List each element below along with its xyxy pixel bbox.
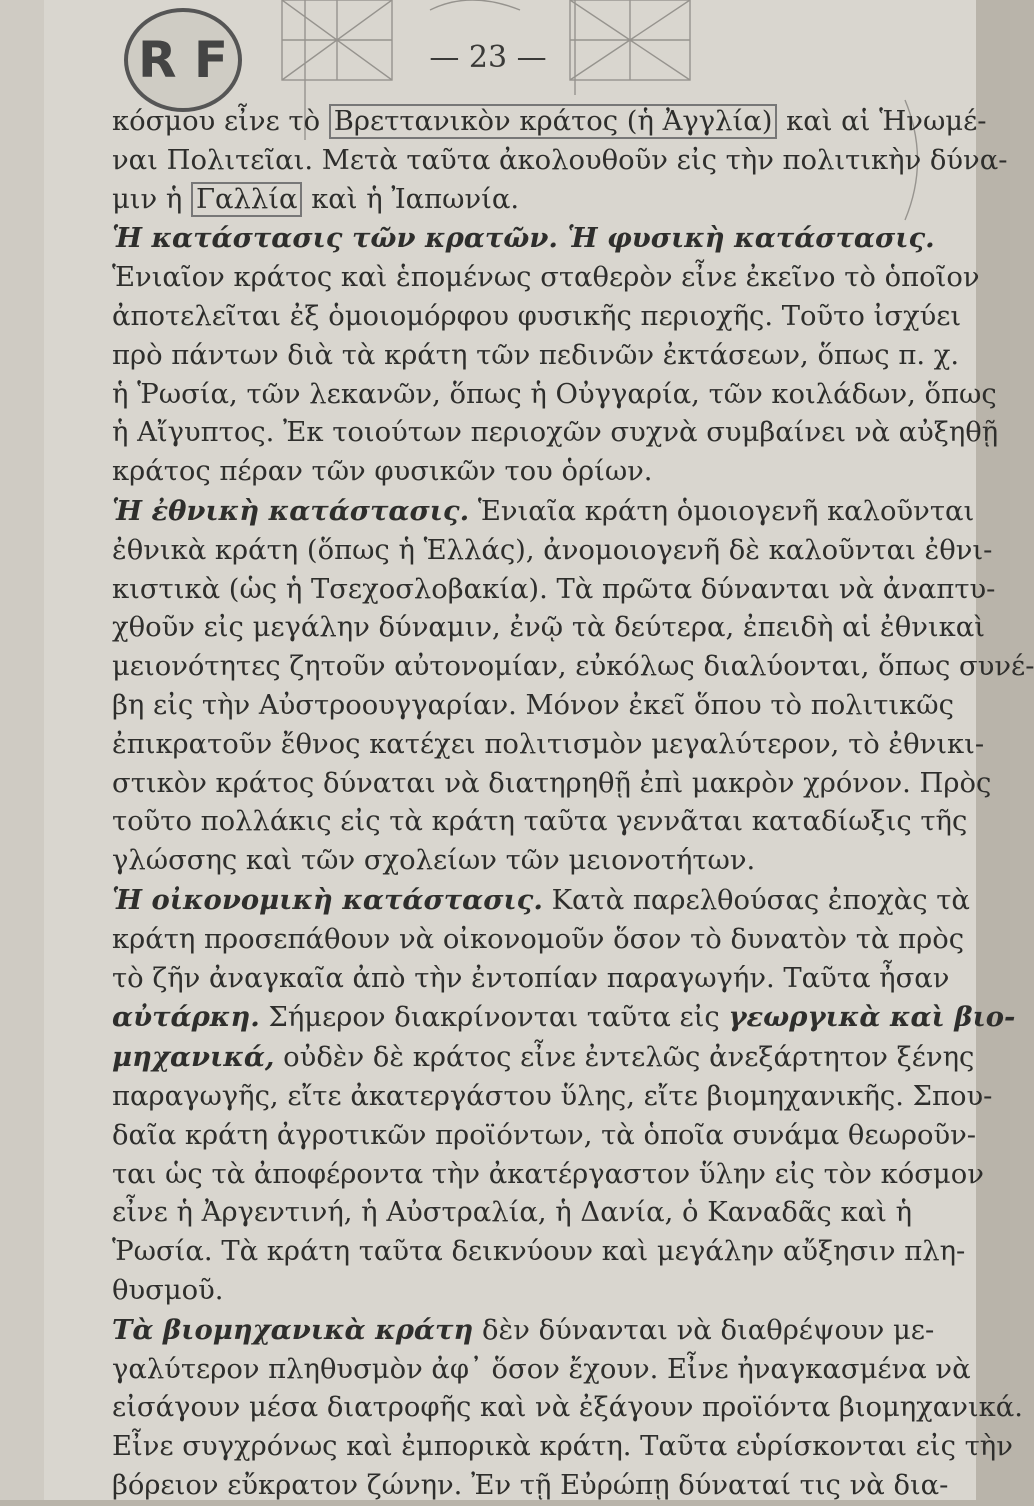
text-run: Κατὰ παρελθούσας ἐποχὰς τὰ — [542, 884, 970, 916]
text-run: δὲν δύνανται νὰ διαθρέψουν με- — [473, 1314, 935, 1346]
text-line — [112, 298, 962, 337]
text-run: Ἑνιαῖον κράτος καὶ ἑπομένως σταθερὸν εἶνε ἐκεῖνο τὸ ὁποῖον — [112, 262, 980, 294]
page-number: — 23 — — [429, 40, 547, 75]
text-line — [112, 921, 965, 960]
text-run: ἐπικρατοῦν ἔθνος κατέχει πολιτισμὸν μεγαλύτερον, τὸ ἐθνικι- — [112, 728, 985, 760]
heading-text: μηχανικά, — [112, 1041, 275, 1074]
text-run: ται ὡς τὰ ἀποφέροντα τὴν ἀκατέργαστον ὕλην εἰς τὸν κόσμον — [112, 1158, 984, 1190]
text-run: κράτη προσεπάθουν νὰ οἰκονομοῦν ὅσον τὸ δυνατὸν τὰ πρὸς — [112, 923, 965, 955]
text-run: παραγωγῆς, εἴτε ἀκατεργάστου ὕλης, εἴτε βιομηχανικῆς. Σπου- — [112, 1080, 993, 1112]
text-line — [112, 453, 912, 492]
text-run: μιν ἡ — [112, 183, 192, 215]
text-run: δαῖα κράτη ἀγροτικῶν προϊόντων, τὰ ὁποῖα συνάμα θεωροῦν- — [112, 1119, 977, 1151]
text-run: κράτος πέραν τῶν φυσικῶν του ὁρίων. — [112, 456, 653, 488]
text-line — [112, 142, 1008, 181]
text-run: Ῥωσία. Τὰ κράτη ταῦτα δεικνύουν καὶ μεγάλην αὔξησιν πλη- — [112, 1236, 966, 1268]
text-run: γλώσσης καὶ τῶν σχολείων τῶν μειονοτήτων. — [112, 845, 756, 877]
text-run: κόσμου εἶνε τὸ — [112, 106, 329, 137]
text-line — [112, 1351, 971, 1390]
boxed-text: Γαλλία — [191, 182, 302, 217]
heading-text: αὐτάρκη. — [112, 1001, 260, 1034]
text-line — [112, 1038, 975, 1078]
text-line — [112, 1467, 949, 1506]
heading-text: Ἡ κατάστασις τῶν κρατῶν. Ἡ φυσικὴ κατάστασις. — [112, 222, 935, 255]
text-run: εἶνε ἡ Ἀργεντινή, ἡ Αὐστραλία, ἡ Δανία, ὁ Καναδᾶς καὶ ἡ — [112, 1197, 912, 1229]
text-line — [112, 765, 992, 804]
text-run: γαλύτερον πληθυσμὸν ἀφ᾽ ὅσον ἔχουν. Εἶνε ἠναγκασμένα νὰ — [112, 1353, 971, 1385]
text-line — [112, 881, 970, 921]
text-line — [112, 571, 996, 610]
text-line — [112, 960, 950, 999]
text-run: ἡ Αἴγυπτος. Ἐκ τοιούτων περιοχῶν συχνὰ συμβαίνει νὰ αὐξηθῇ — [112, 417, 999, 449]
text-run: ναι Πολιτεῖαι. Μετὰ ταῦτα ἀκολουθοῦν εἰς τὴν πολιτικὴν δύνα- — [112, 144, 1008, 176]
heading-text: Ἡ ἐθνικὴ κατάστασις. — [112, 494, 470, 527]
text-line — [112, 1117, 977, 1156]
text-line — [112, 414, 999, 453]
page-gutter — [0, 0, 44, 1500]
text-line — [112, 1156, 984, 1195]
text-run: πρὸ πάντων διὰ τὰ κράτη τῶν πεδινῶν ἐκτάσεων, ὅπως π. χ. — [112, 339, 960, 371]
heading-text: Τὰ βιομηχανικὰ κράτη — [112, 1313, 474, 1346]
text-run: τοῦτο πολλάκις εἰς τὰ κράτη ταῦτα γεννᾶται καταδίωξις τῆς — [112, 806, 968, 838]
text-line — [112, 1233, 966, 1272]
heading-text: γεωργικὰ καὶ βιο- — [728, 1001, 1016, 1034]
text-run: θυσμοῦ. — [112, 1274, 224, 1306]
text-line — [112, 259, 980, 298]
text-line — [112, 726, 985, 765]
text-run: ἐθνικὰ κράτη (ὅπως ἡ Ἑλλάς), ἀνομοιογενῆ δὲ καλοῦνται ἐθνι- — [112, 534, 993, 566]
text-run: καὶ ἡ Ἰαπωνία. — [302, 183, 520, 215]
library-stamp: R F — [124, 8, 242, 112]
text-line — [112, 532, 993, 571]
text-run: βη εἰς τὴν Αὐστροουγγαρίαν. Μόνον ἐκεῖ ὅπου τὸ πολιτικῶς — [112, 689, 954, 721]
text-run: Ἑνιαῖα κράτη ὁμοιογενῆ καλοῦνται — [469, 495, 975, 527]
text-run: χθοῦν εἰς μεγάλην δύναμιν, ἐνῷ τὰ δεύτερα, ἐπειδὴ αἱ ἐθνικαὶ — [112, 612, 985, 644]
text-line — [112, 337, 960, 376]
text-line — [112, 1272, 912, 1311]
text-run: κιστικὰ (ὡς ἡ Τσεχοσλοβακία). Τὰ πρῶτα δύνανται νὰ ἀναπτυ- — [112, 573, 996, 605]
text-line — [112, 1311, 935, 1351]
text-run: ἡ Ῥωσία, τῶν λεκανῶν, ὅπως ἡ Οὐγγαρία, τῶν κοιλάδων, ὅπως — [112, 378, 997, 410]
text-line — [112, 1194, 912, 1233]
text-line — [112, 376, 997, 415]
heading-text: Ἡ οἰκονομικὴ κατάστασις. — [112, 883, 543, 916]
text-line — [112, 648, 1034, 687]
text-run: Σήμερον διακρίνονται ταῦτα εἰς — [259, 1002, 729, 1034]
text-run: στικὸν κράτος δύναται νὰ διατηρηθῇ ἐπὶ μακρὸν χρόνον. Πρὸς — [112, 767, 992, 799]
text-run: τὸ ζῆν ἀναγκαῖα ἀπὸ τὴν ἐντοπίαν παραγωγήν. Ταῦτα ἦσαν — [112, 962, 950, 994]
text-run: ἀποτελεῖται ἐξ ὁμοιομόρφου φυσικῆς περιοχῆς. Τοῦτο ἰσχύει — [112, 300, 962, 332]
text-run: οὐδὲν δὲ κράτος εἶνε ἐντελῶς ἀνεξάρτητον ξένης — [274, 1042, 975, 1074]
boxed-text: Βρεττανικὸν κράτος (ἡ Ἀγγλία) — [329, 104, 778, 139]
text-line — [112, 1078, 993, 1117]
text-line — [112, 181, 912, 220]
text-line — [112, 1389, 1023, 1428]
text-line — [112, 103, 987, 142]
text-line — [112, 1428, 1013, 1467]
body-text — [112, 103, 1034, 1506]
text-line — [112, 842, 912, 881]
text-run: εἰσάγουν μέσα διατροφῆς καὶ νὰ ἐξάγουν προϊόντα βιομηχανικά. — [112, 1392, 1023, 1424]
text-run: καὶ αἱ Ἡνωμέ- — [777, 106, 987, 137]
text-line — [112, 609, 985, 648]
text-line — [112, 998, 1016, 1038]
text-line — [112, 687, 954, 726]
text-line — [112, 219, 935, 259]
text-run: μειονότητες ζητοῦν αὐτονομίαν, εὐκόλως διαλύονται, ὅπως συνέ- — [112, 651, 1034, 683]
text-run: Εἶνε συγχρόνως καὶ ἐμπορικὰ κράτη. Ταῦτα εὑρίσκονται εἰς τὴν — [112, 1431, 1013, 1463]
text-line — [112, 492, 975, 532]
text-run: βόρειον εὔκρατον ζώνην. Ἐν τῇ Εὐρώπῃ δύναταί τις νὰ δια- — [112, 1469, 949, 1501]
text-line — [112, 803, 968, 842]
